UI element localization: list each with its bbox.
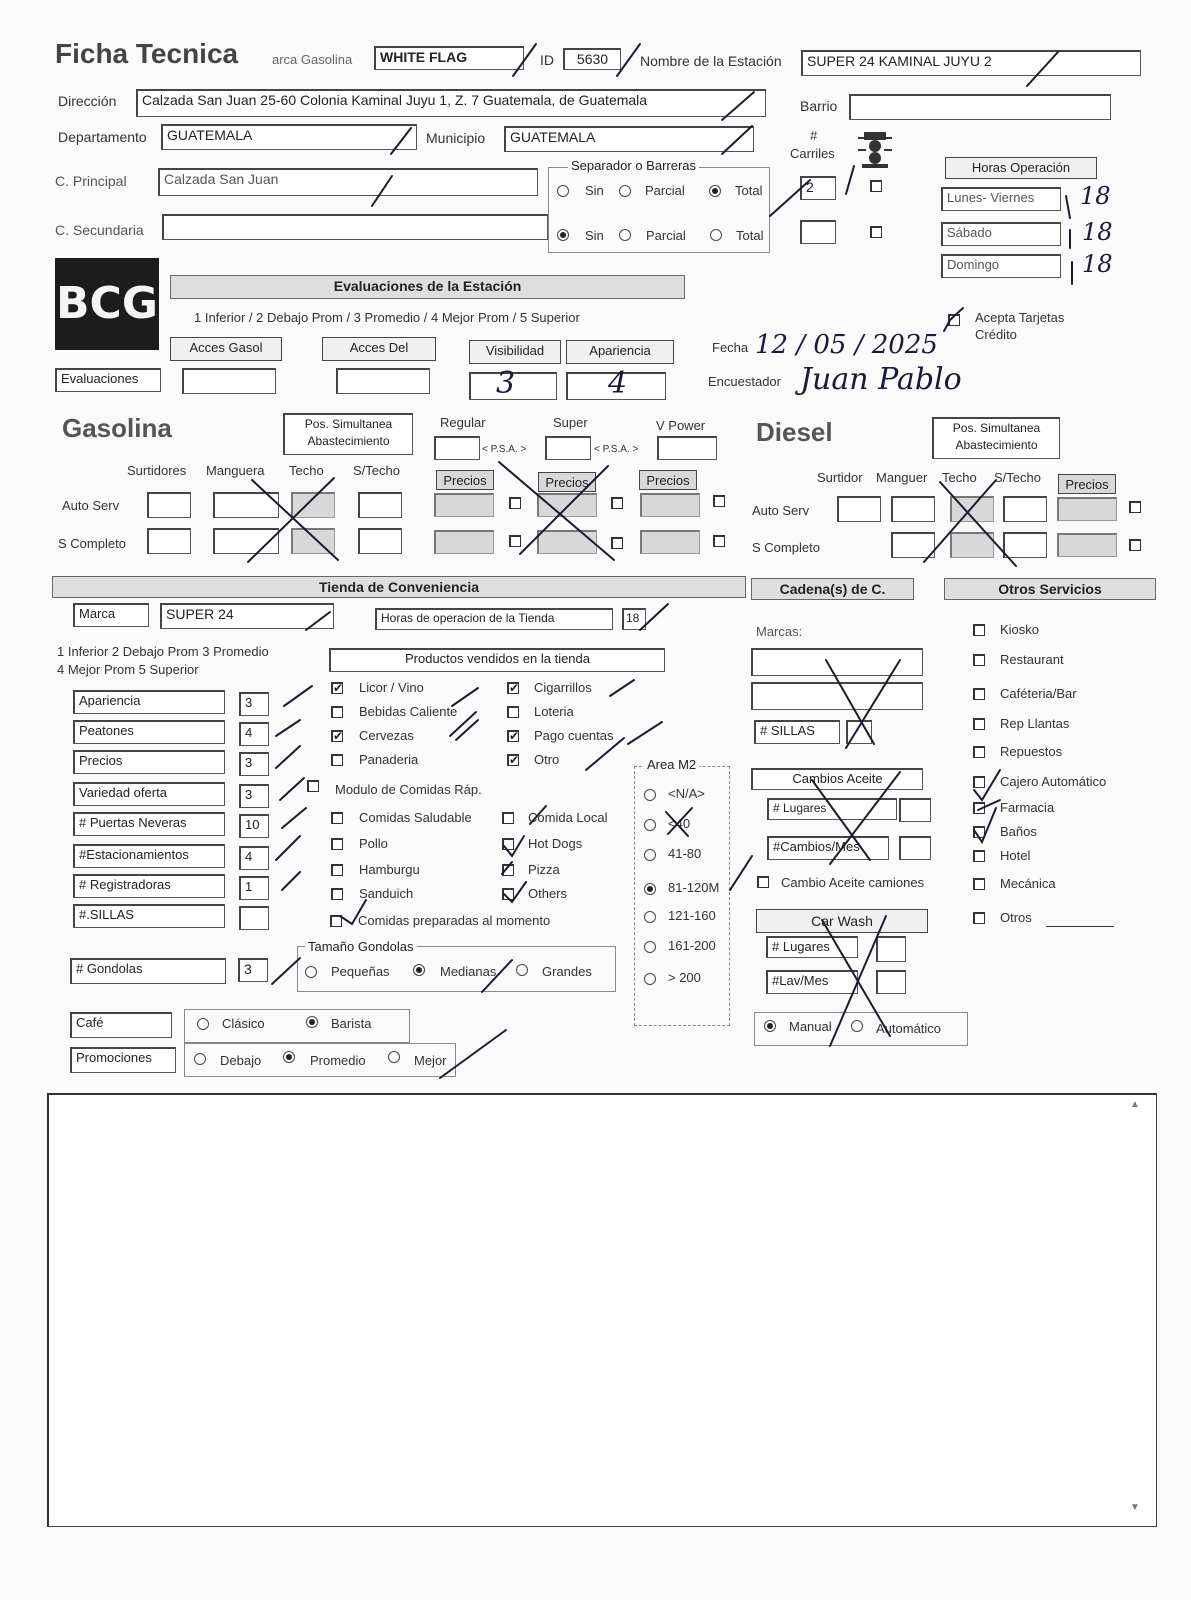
rating-label: # Puertas Neveras xyxy=(73,812,225,836)
diesel-s-completo-label: S Completo xyxy=(752,540,820,555)
gas-sc-surtidores[interactable] xyxy=(147,528,191,554)
carwash-title: Car Wash xyxy=(756,909,928,933)
comida-label: Comida Local xyxy=(528,810,608,825)
tamano-pequenas-label: Pequeñas xyxy=(331,964,390,979)
otro-servicio-checkbox[interactable] xyxy=(973,654,985,666)
form-title: Ficha Tecnica xyxy=(55,38,239,69)
departamento-field[interactable]: GUATEMALA xyxy=(161,124,417,150)
cadena-sillas-field[interactable] xyxy=(846,720,872,744)
barrio-field[interactable] xyxy=(849,94,1111,120)
comida-label: Pizza xyxy=(528,862,560,877)
rating-label: Peatones xyxy=(73,720,225,744)
diesel-title: Diesel xyxy=(756,417,833,447)
area-option-label: 121-160 xyxy=(668,908,716,923)
pen-mark xyxy=(730,856,752,890)
otro-servicio-label: Farmacia xyxy=(1000,800,1055,815)
diesel-sc-check[interactable] xyxy=(1129,539,1141,551)
area-title: Area M2 xyxy=(644,757,699,772)
evaluaciones-row-label: Evaluaciones xyxy=(55,368,161,392)
cafe-barista-label: Barista xyxy=(331,1016,372,1031)
domingo-value: 18 xyxy=(1082,250,1113,278)
cadena-sillas-label: # SILLAS xyxy=(754,720,840,744)
cambios-mes-label: #Cambios/Mes xyxy=(767,836,889,860)
comida-checkbox[interactable] xyxy=(331,864,343,876)
sep2-total-radio[interactable] xyxy=(710,229,722,241)
pen-mark xyxy=(276,746,300,768)
tamano-pequenas-radio[interactable] xyxy=(305,966,317,978)
area-option-label: 161-200 xyxy=(668,938,716,953)
surtidores-col: Surtidores xyxy=(127,463,187,478)
direccion-label: Dirección xyxy=(58,93,117,109)
gas-sc-check-super[interactable] xyxy=(611,537,623,549)
pen-mark xyxy=(1066,196,1072,284)
area-radio[interactable] xyxy=(644,973,656,985)
pen-mark xyxy=(610,680,634,696)
rating-value-field[interactable]: 3 xyxy=(239,752,269,776)
carriles-field-1[interactable]: 2 xyxy=(800,176,836,200)
sabado-value: 18 xyxy=(1082,218,1113,246)
area-option-label: 81-120M xyxy=(668,880,720,895)
domingo-label: Domingo xyxy=(941,254,1061,278)
promo-mejor-label: Mejor xyxy=(414,1053,447,1068)
gas-sc-precio-vpower[interactable] xyxy=(640,530,700,554)
comida-label: Sanduich xyxy=(359,886,414,901)
sep1-parcial-radio[interactable] xyxy=(619,185,631,197)
diesel-stecho-col: S/Techo xyxy=(994,470,1041,485)
otro-servicio-checkbox[interactable] xyxy=(973,776,985,788)
carwash-lugares-label: # Lugares xyxy=(766,936,858,958)
acepta-tarjetas-label: Acepta Tarjetas Crédito xyxy=(975,310,1065,342)
pen-mark xyxy=(284,686,312,706)
cambios-mes-field[interactable] xyxy=(899,836,931,860)
gondolas-field[interactable]: 3 xyxy=(238,958,268,982)
pen-mark xyxy=(628,722,662,744)
sep1-sin-label: Sin xyxy=(585,183,604,198)
marca-gasolina-field[interactable]: WHITE FLAG xyxy=(374,46,524,70)
c-principal-field[interactable]: Calzada San Juan xyxy=(158,168,538,196)
producto-label: Panaderia xyxy=(359,752,419,767)
carwash-lugares-field[interactable] xyxy=(876,936,906,962)
acces-gasol-field[interactable] xyxy=(182,368,276,394)
otro-servicio-checkbox[interactable] xyxy=(973,688,985,700)
horas-operacion-title: Horas Operación xyxy=(945,157,1097,179)
producto-checkbox[interactable]: ✔ xyxy=(333,729,344,743)
area-radio[interactable] xyxy=(644,789,656,801)
rating-value-field[interactable] xyxy=(239,906,269,930)
evaluaciones-bar: Evaluaciones de la Estación xyxy=(170,275,685,299)
sep1-parcial-label: Parcial xyxy=(645,183,685,198)
pen-mark xyxy=(276,836,300,860)
gas-auto-precio-regular[interactable] xyxy=(434,493,494,517)
producto-label: Loteria xyxy=(534,704,574,719)
precios-super-label: Precios xyxy=(538,472,596,492)
municipio-field[interactable]: GUATEMALA xyxy=(504,126,754,152)
apariencia-value: 4 xyxy=(608,366,628,401)
otro-servicio-label: Baños xyxy=(1000,824,1037,839)
pen-mark xyxy=(282,808,306,828)
comida-label: Hot Dogs xyxy=(528,836,583,851)
tienda-horas-field[interactable]: 18 xyxy=(622,608,646,630)
apariencia-label: Apariencia xyxy=(566,340,674,364)
comida-label: Pollo xyxy=(359,836,388,851)
aceite-camiones-label: Cambio Aceite camiones xyxy=(781,875,925,890)
pen-mark xyxy=(272,958,300,984)
tienda-scale-2: 4 Mejor Prom 5 Superior xyxy=(57,662,199,677)
cambios-lugares-field[interactable] xyxy=(899,798,931,822)
acepta-tarjetas-checkbox[interactable] xyxy=(948,314,960,326)
area-radio[interactable] xyxy=(644,849,656,861)
diesel-techo-col: Techo xyxy=(942,470,977,485)
tienda-marca-label: Marca xyxy=(73,603,149,627)
carriles-field-2[interactable] xyxy=(800,220,836,244)
aceite-camiones-checkbox[interactable] xyxy=(757,876,769,888)
gas-auto-serv-label: Auto Serv xyxy=(62,498,120,513)
marca-label: arca Gasolina xyxy=(272,52,353,67)
area-option-label: 41-80 xyxy=(668,846,702,861)
carwash-manual-radio[interactable] xyxy=(764,1020,776,1032)
area-group xyxy=(634,766,730,1026)
otros-servicios-bar: Otros Servicios xyxy=(944,578,1156,600)
diesel-auto-techo[interactable] xyxy=(950,496,994,522)
diesel-auto-precio[interactable] xyxy=(1057,497,1117,521)
barrio-label: Barrio xyxy=(800,98,838,114)
rating-value-field[interactable]: 10 xyxy=(239,814,269,838)
diesel-manguer-col: Manguer xyxy=(876,470,928,485)
comida-checkbox[interactable] xyxy=(502,864,514,876)
super-field[interactable] xyxy=(545,436,591,460)
pen-mark xyxy=(280,778,304,800)
nombre-estacion-label: Nombre de la Estación xyxy=(640,53,782,69)
otro-servicio-label: Caféteria/Bar xyxy=(1000,686,1077,701)
techo-col: Techo xyxy=(289,463,324,478)
gas-auto-techo[interactable] xyxy=(291,492,335,518)
comida-checkbox[interactable] xyxy=(502,888,514,900)
otro-servicio-label: Hotel xyxy=(1000,848,1031,863)
gasolina-title: Gasolina xyxy=(62,413,172,443)
tienda-bar: Tienda de Conveniencia xyxy=(52,576,746,598)
carriles-check-2[interactable] xyxy=(870,226,882,238)
otro-servicio-label: Kiosko xyxy=(1000,622,1040,637)
gas-auto-surtidores[interactable] xyxy=(147,492,191,518)
comida-checkbox[interactable] xyxy=(502,838,514,850)
sabado-label: Sábado xyxy=(941,222,1061,246)
tamano-title: Tamaño Gondolas xyxy=(305,939,417,954)
producto-label: Pago cuentas xyxy=(534,728,614,743)
c-principal-label: C. Principal xyxy=(55,173,127,189)
rating-label: Apariencia xyxy=(73,690,225,714)
gas-sc-manguera[interactable] xyxy=(213,528,279,554)
comida-checkbox[interactable] xyxy=(331,888,343,900)
rating-label: Precios xyxy=(73,750,225,774)
area-radio[interactable] xyxy=(644,941,656,953)
lunes-viernes-label: Lunes- Viernes xyxy=(941,187,1061,211)
precios-vpower-label: Precios xyxy=(639,470,697,490)
pen-mark xyxy=(282,872,300,890)
promociones-label: Promociones xyxy=(70,1047,176,1073)
comentarios-textarea[interactable] xyxy=(47,1093,1157,1527)
tamano-grandes-label: Grandes xyxy=(542,964,592,979)
diesel-auto-stecho[interactable] xyxy=(1003,496,1047,522)
comida-checkbox[interactable] xyxy=(331,812,343,824)
otro-servicio-label: Restaurant xyxy=(1000,652,1064,667)
gas-sc-precio-super[interactable] xyxy=(537,530,597,554)
tienda-marca-field[interactable]: SUPER 24 xyxy=(160,603,334,629)
pen-mark xyxy=(846,166,854,194)
acces-gasol-label: Acces Gasol xyxy=(170,337,282,361)
sep2-sin-label: Sin xyxy=(585,228,604,243)
gondolas-label: # Gondolas xyxy=(70,958,226,984)
producto-checkbox[interactable] xyxy=(507,706,519,718)
producto-checkbox[interactable]: ✔ xyxy=(509,681,520,695)
area-radio[interactable] xyxy=(644,911,656,923)
carriles-check-1[interactable] xyxy=(870,180,882,192)
direccion-field[interactable]: Calzada San Juan 25-60 Colonia Kaminal Juyu 1, Z. 7 Guatemala, de Guatemala xyxy=(136,89,766,117)
super-label: Super xyxy=(553,415,588,430)
comidas-preparadas-label: Comidas preparadas al momento xyxy=(358,913,551,928)
gas-sc-precio-regular[interactable] xyxy=(434,530,494,554)
tamano-medianas-label: Medianas xyxy=(440,964,497,979)
otro-servicio-checkbox[interactable] xyxy=(973,878,985,890)
psa-label-2: < P.S.A. > xyxy=(594,444,639,455)
otro-servicio-label: Mecánica xyxy=(1000,876,1056,891)
lav-mes-label: #Lav/Mes xyxy=(766,970,858,994)
gas-auto-check-vpower[interactable] xyxy=(713,495,725,507)
sep2-parcial-label: Parcial xyxy=(646,228,686,243)
c-secundaria-field[interactable] xyxy=(162,214,548,240)
sep1-total-radio[interactable] xyxy=(709,185,721,197)
otro-servicio-checkbox[interactable] xyxy=(973,850,985,862)
gas-sc-techo[interactable] xyxy=(291,528,335,554)
tamano-grandes-radio[interactable] xyxy=(516,964,528,976)
area-radio[interactable] xyxy=(644,883,656,895)
pen-mark xyxy=(276,720,300,736)
stecho-col: S/Techo xyxy=(353,463,400,478)
gas-sc-stecho[interactable] xyxy=(358,528,402,554)
rating-value-field[interactable]: 3 xyxy=(239,692,269,716)
otro-servicio-label: Cajero Automático xyxy=(1000,774,1107,789)
rating-label: #.SILLAS xyxy=(73,904,225,928)
carwash-manual-label: Manual xyxy=(789,1019,832,1034)
cafe-barista-radio[interactable] xyxy=(306,1016,318,1028)
diesel-auto-manguer[interactable] xyxy=(891,496,935,522)
sep2-total-label: Total xyxy=(736,228,764,243)
producto-label: Licor / Vino xyxy=(359,680,424,695)
producto-label: Otro xyxy=(534,752,560,767)
producto-label: Cigarrillos xyxy=(534,680,592,695)
evaluaciones-scale: 1 Inferior / 2 Debajo Prom / 3 Promedio / 4 Mejor Prom / 5 Superior xyxy=(194,310,580,325)
promo-debajo-label: Debajo xyxy=(220,1053,262,1068)
gas-sc-check-regular[interactable] xyxy=(509,535,521,547)
c-secundaria-label: C. Secundaria xyxy=(55,222,144,238)
gas-sc-check-vpower[interactable] xyxy=(713,535,725,547)
carwash-automatico-radio[interactable] xyxy=(851,1020,863,1032)
carriles-hash: # xyxy=(810,128,818,143)
otro-servicio-label: Rep Llantas xyxy=(1000,716,1070,731)
comida-checkbox[interactable] xyxy=(502,812,514,824)
separador-title: Separador o Barreras xyxy=(568,158,699,173)
producto-label: Cervezas xyxy=(359,728,414,743)
producto-checkbox[interactable]: ✔ xyxy=(333,681,344,695)
rating-value-field[interactable]: 3 xyxy=(239,784,269,808)
cambios-lugares-label: # Lugares xyxy=(767,798,897,820)
comida-checkbox[interactable] xyxy=(331,838,343,850)
gasolina-pos-sim: Pos. Simultanea Abastecimiento xyxy=(283,413,413,455)
diesel-surtidor-col: Surtidor xyxy=(817,470,863,485)
lunes-viernes-value: 18 xyxy=(1080,182,1111,210)
diesel-auto-serv-label: Auto Serv xyxy=(752,503,810,518)
diesel-sc-manguer[interactable] xyxy=(891,532,935,558)
diesel-sc-precio[interactable] xyxy=(1057,533,1117,557)
tienda-horas-label: Horas de operacion de la Tienda xyxy=(375,608,613,630)
acces-del-label: Acces Del xyxy=(322,337,436,361)
id-label: ID xyxy=(540,52,554,68)
comida-label: Comidas Saludable xyxy=(359,810,472,825)
cafe-clasico-label: Clásico xyxy=(222,1016,265,1031)
diesel-auto-surtidor[interactable] xyxy=(837,496,881,522)
pen-mark xyxy=(456,720,478,740)
otro-servicio-checkbox[interactable] xyxy=(973,912,985,924)
vpower-field[interactable] xyxy=(657,436,717,460)
traffic-light-icon xyxy=(858,132,892,175)
rating-label: # Registradoras xyxy=(73,874,225,898)
rating-value-field[interactable]: 4 xyxy=(239,846,269,870)
cafe-group xyxy=(184,1009,410,1043)
cafe-label: Café xyxy=(70,1012,172,1038)
scroll-up-icon[interactable]: ▲ xyxy=(1130,1099,1140,1110)
sep1-total-label: Total xyxy=(735,183,763,198)
promo-promedio-radio[interactable] xyxy=(283,1051,295,1063)
producto-checkbox[interactable] xyxy=(331,754,343,766)
nombre-estacion-field[interactable]: SUPER 24 KAMINAL JUYU 2 xyxy=(801,50,1141,76)
rating-label: Variedad oferta xyxy=(73,782,225,806)
sep1-sin-radio[interactable] xyxy=(557,185,569,197)
modulo-comidas-label: Modulo de Comidas Ráp. xyxy=(335,782,482,797)
id-field[interactable]: 5630 xyxy=(563,48,621,70)
producto-checkbox[interactable] xyxy=(331,706,343,718)
bcg-logo: BCG xyxy=(55,258,159,350)
otro-servicio-label: Repuestos xyxy=(1000,744,1063,759)
comida-label: Others xyxy=(528,886,568,901)
producto-checkbox[interactable]: ✔ xyxy=(509,753,520,767)
gas-auto-check-regular[interactable] xyxy=(509,497,521,509)
gas-auto-check-super[interactable] xyxy=(611,497,623,509)
scroll-down-icon[interactable]: ▼ xyxy=(1130,1502,1140,1513)
sep2-parcial-radio[interactable] xyxy=(619,229,631,241)
promo-promedio-label: Promedio xyxy=(310,1053,366,1068)
otro-servicio-label: Otros xyxy=(1000,910,1032,925)
otro-servicio-checkbox[interactable] xyxy=(973,802,985,814)
fecha-value: 12 / 05 / 2025 xyxy=(755,330,938,360)
manguera-col: Manguera xyxy=(206,463,265,478)
psa-label-1: < P.S.A. > xyxy=(482,444,527,455)
diesel-sc-stecho[interactable] xyxy=(1003,532,1047,558)
vpower-label: V Power xyxy=(656,418,706,433)
carwash-automatico-label: Automático xyxy=(876,1021,942,1036)
carriles-label: Carriles xyxy=(790,146,835,161)
cambios-aceite-title: Cambios Aceite xyxy=(751,768,923,790)
precios-regular-label: Precios xyxy=(436,470,494,490)
promo-mejor-radio[interactable] xyxy=(388,1051,400,1063)
gas-auto-precio-super[interactable] xyxy=(537,493,597,517)
marcas-field-1[interactable] xyxy=(751,648,923,676)
rating-value-field[interactable]: 4 xyxy=(239,722,269,746)
tamano-medianas-radio[interactable] xyxy=(413,964,425,976)
producto-label: Bebidas Caliente xyxy=(359,704,458,719)
otros-line xyxy=(1046,926,1114,927)
gas-auto-precio-vpower[interactable] xyxy=(640,493,700,517)
otro-servicio-checkbox[interactable] xyxy=(973,746,985,758)
lav-mes-field[interactable] xyxy=(876,970,906,994)
diesel-pos-sim: Pos. Simultanea Abastecimiento xyxy=(932,417,1060,459)
sep2-sin-radio[interactable] xyxy=(557,229,569,241)
area-option-label: <N/A> xyxy=(668,786,705,801)
otro-servicio-checkbox[interactable] xyxy=(973,718,985,730)
area-radio[interactable] xyxy=(644,819,656,831)
encuestador-label: Encuestador xyxy=(708,374,781,389)
regular-field[interactable] xyxy=(434,436,480,460)
gas-auto-manguera[interactable] xyxy=(213,492,279,518)
modulo-comidas-checkbox[interactable] xyxy=(307,780,319,792)
diesel-sc-techo[interactable] xyxy=(950,532,994,558)
regular-label: Regular xyxy=(440,415,486,430)
visibilidad-label: Visibilidad xyxy=(469,340,561,364)
otro-servicio-checkbox[interactable] xyxy=(973,624,985,636)
rating-label: #Estacionamientos xyxy=(73,844,225,868)
municipio-label: Municipio xyxy=(426,130,486,146)
gas-s-completo-label: S Completo xyxy=(58,536,126,551)
fecha-label: Fecha xyxy=(712,340,749,355)
producto-checkbox[interactable]: ✔ xyxy=(509,729,520,743)
encuestador-value: Juan Pablo xyxy=(800,362,962,397)
comidas-preparadas-checkbox[interactable] xyxy=(330,915,342,927)
comida-label: Hamburgu xyxy=(359,862,420,877)
tienda-scale-1: 1 Inferior 2 Debajo Prom 3 Promedio xyxy=(57,644,269,659)
departamento-label: Departamento xyxy=(58,129,147,145)
diesel-precios-label: Precios xyxy=(1058,474,1116,494)
marcas-field-2[interactable] xyxy=(751,682,923,710)
cafe-clasico-radio[interactable] xyxy=(197,1018,209,1030)
otro-servicio-checkbox[interactable] xyxy=(973,826,985,838)
area-option-label: > 200 xyxy=(668,970,701,985)
rating-value-field[interactable]: 1 xyxy=(239,876,269,900)
diesel-auto-check[interactable] xyxy=(1129,501,1141,513)
visibilidad-value: 3 xyxy=(496,366,516,401)
marcas-label: Marcas: xyxy=(756,624,803,639)
cadena-bar: Cadena(s) de C. xyxy=(751,578,914,600)
acces-del-field[interactable] xyxy=(336,368,430,394)
productos-title: Productos vendidos en la tienda xyxy=(329,648,665,672)
gas-auto-stecho[interactable] xyxy=(358,492,402,518)
promo-debajo-radio[interactable] xyxy=(194,1053,206,1065)
area-option-label: <40 xyxy=(668,816,691,831)
